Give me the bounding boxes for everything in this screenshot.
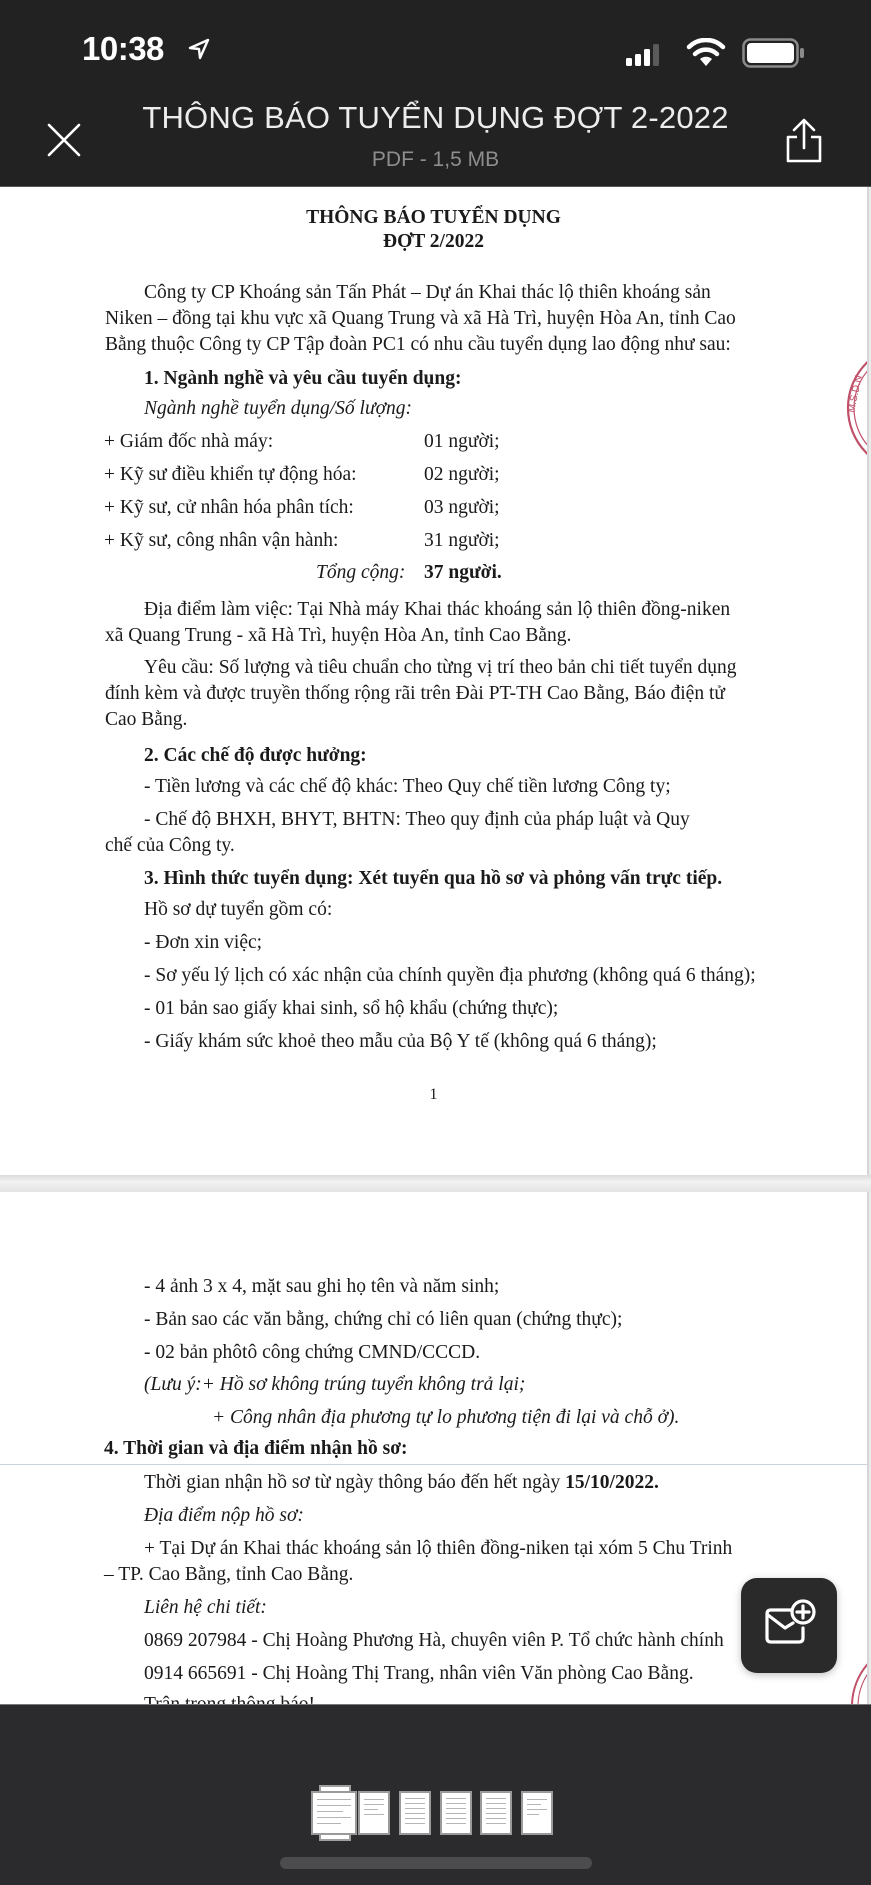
section-3-title: 3. Hình thức tuyển dụng: Xét tuyển qua hồ sơ và phỏng vấn trực tiếp. xyxy=(144,868,723,889)
docs-intro: Hồ sơ dự tuyển gồm có: xyxy=(144,899,333,920)
submit-address-line: – TP. Cao Bằng, tỉnh Cao Bằng. xyxy=(104,1564,354,1585)
total-label: Tổng cộng: xyxy=(316,562,406,583)
position-count: 02 người; xyxy=(424,464,500,485)
thumbnail-page-4[interactable] xyxy=(440,1791,472,1835)
page-number: 1 xyxy=(429,1086,438,1103)
intro-line: Công ty CP Khoáng sản Tấn Phát – Dự án Khai thác lộ thiên khoáng sản xyxy=(144,282,711,303)
page-separator xyxy=(0,1175,871,1192)
workplace-line: xã Quang Trung - xã Hà Trì, huyện Hòa An, tỉnh Cao Bằng. xyxy=(105,625,572,646)
requirements-line: đính kèm và được truyền thống rộng rãi trên Đài PT-TH Cao Bằng, Báo điện tử xyxy=(105,683,725,704)
home-indicator[interactable] xyxy=(280,1857,592,1869)
workplace-line: Địa điểm làm việc: Tại Nhà máy Khai thác khoáng sản lộ thiên đồng-niken xyxy=(144,599,731,620)
top-bar xyxy=(0,0,871,187)
battery-icon xyxy=(742,38,806,68)
thumbnail-bar xyxy=(0,1704,871,1885)
doc-item: - 4 ảnh 3 x 4, mặt sau ghi họ tên và năm sinh; xyxy=(144,1276,500,1297)
section-4-title: 4. Thời gian và địa điểm nhận hồ sơ: xyxy=(104,1438,408,1459)
wifi-icon xyxy=(686,38,726,68)
thumbnail-page-5[interactable] xyxy=(480,1791,512,1835)
position-name: + Kỹ sư, công nhân vận hành: xyxy=(104,530,339,551)
position-name: + Kỹ sư, cử nhân hóa phân tích: xyxy=(104,497,354,518)
contact-line: 0869 207984 - Chị Hoàng Phương Hà, chuyên viên P. Tổ chức hành chính xyxy=(144,1630,724,1651)
doc-item: - Giấy khám sức khoẻ theo mẫu của Bộ Y tế (không quá 6 tháng); xyxy=(144,1031,657,1052)
note-line: (Lưu ý:+ Hồ sơ không trúng tuyển không trả lại; xyxy=(144,1374,526,1395)
document-file-info: PDF - 1,5 MB xyxy=(371,148,500,171)
document-title: THÔNG BÁO TUYỂN DỤNG ĐỢT 2-2022 xyxy=(142,100,729,135)
position-count: 03 người; xyxy=(424,497,500,518)
svg-text:M.S.D.N: M.S.D.N xyxy=(846,374,865,414)
intro-line: Bằng thuộc Công ty CP Tập đoàn PC1 có nhu cầu tuyển dụng lao động như sau: xyxy=(105,334,731,355)
signal-icon xyxy=(626,44,672,66)
benefit-line: chế của Công ty. xyxy=(105,835,235,856)
section-2-title: 2. Các chế độ được hưởng: xyxy=(144,745,367,766)
contact-line: 0914 665691 - Chị Hoàng Thị Trang, nhân viên Văn phòng Cao Bằng. xyxy=(144,1663,694,1684)
location-arrow-icon xyxy=(188,38,210,60)
divider xyxy=(0,1464,867,1465)
note-line: + Công nhân địa phương tự lo phương tiện đi lại và chỗ ở). xyxy=(212,1407,680,1428)
thumbnail-page-3[interactable] xyxy=(399,1791,431,1835)
requirements-line: Yêu cầu: Số lượng và tiêu chuẩn cho từng vị trí theo bản chi tiết tuyển dụng xyxy=(144,657,737,678)
thumbnail-page-2[interactable] xyxy=(358,1791,390,1835)
add-note-button[interactable] xyxy=(741,1578,837,1673)
company-stamp xyxy=(840,343,867,473)
position-count: 31 người; xyxy=(424,530,500,551)
benefit-line: - Tiền lương và các chế độ khác: Theo Quy chế tiền lương Công ty; xyxy=(144,776,671,797)
thumbnail-page-6[interactable] xyxy=(521,1791,553,1835)
mail-add-icon xyxy=(763,1598,817,1652)
doc-heading: THÔNG BÁO TUYỂN DỤNG xyxy=(306,207,561,228)
deadline-line xyxy=(144,1471,659,1495)
submit-label: Địa điểm nộp hồ sơ: xyxy=(144,1505,304,1526)
thumbnail-page-1[interactable] xyxy=(311,1785,357,1841)
company-stamp xyxy=(838,1628,867,1704)
requirements-line: Cao Bằng. xyxy=(105,709,188,730)
submit-address-line: + Tại Dự án Khai thác khoáng sản lộ thiên đồng-niken tại xóm 5 Chu Trinh xyxy=(144,1538,733,1559)
status-time: 10:38 xyxy=(82,30,164,67)
pdf-page-2[interactable] xyxy=(0,1192,869,1704)
doc-item: - 01 bản sao giấy khai sinh, sổ hộ khẩu (chứng thực); xyxy=(144,998,559,1019)
pdf-page-1[interactable] xyxy=(0,187,869,1175)
share-icon[interactable] xyxy=(784,118,824,164)
doc-item: - 02 bản phôtô công chứng CMND/CCCD. xyxy=(144,1342,481,1363)
doc-item: - Sơ yếu lý lịch có xác nhận của chính quyền địa phương (không quá 6 tháng); xyxy=(144,965,756,986)
position-name: + Giám đốc nhà máy: xyxy=(104,431,274,452)
section-1-subtitle: Ngành nghề tuyển dụng/Số lượng: xyxy=(144,398,413,419)
close-icon[interactable] xyxy=(46,122,82,158)
doc-item: - Đơn xin việc; xyxy=(144,932,263,953)
section-1-title: 1. Ngành nghề và yêu cầu tuyển dụng: xyxy=(144,368,462,389)
deadline-date: 15/10/2022. xyxy=(565,1472,659,1493)
deadline-text: Thời gian nhận hồ sơ từ ngày thông báo đến hết ngày xyxy=(144,1472,566,1493)
doc-subheading: ĐỢT 2/2022 xyxy=(383,231,484,252)
position-name: + Kỹ sư điều khiển tự động hóa: xyxy=(104,464,357,485)
intro-line: Niken – đồng tại khu vực xã Quang Trung và xã Hà Trì, huyện Hòa An, tỉnh Cao xyxy=(105,308,736,329)
contact-label: Liên hệ chi tiết: xyxy=(144,1597,267,1618)
total-value: 37 người. xyxy=(424,562,502,583)
position-count: 01 người; xyxy=(424,431,500,452)
benefit-line: - Chế độ BHXH, BHYT, BHTN: Theo quy định của pháp luật và Quy xyxy=(144,809,690,830)
doc-item: - Bản sao các văn bằng, chứng chỉ có liên quan (chứng thực); xyxy=(144,1309,623,1330)
